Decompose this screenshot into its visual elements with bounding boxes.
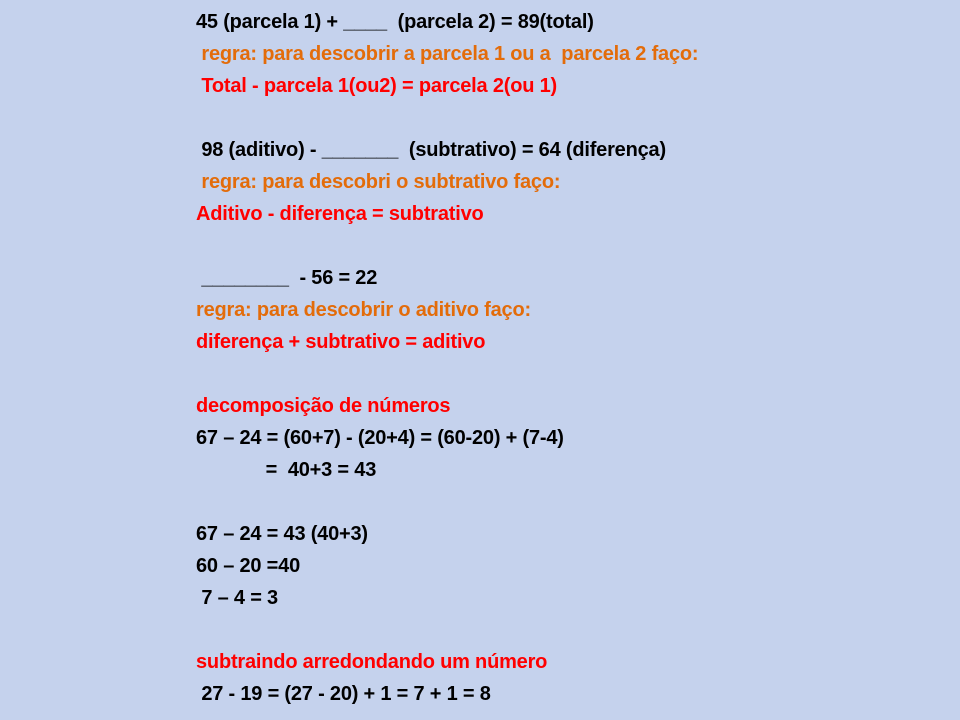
text-line-decomposition-step2: = 40+3 = 43 xyxy=(196,459,377,481)
text-line-minuend-equation: ________ - 56 = 22 xyxy=(196,267,378,289)
text-line-addition-rule: regra: para descobrir a parcela 1 ou a parcela 2 faço: xyxy=(196,43,699,65)
text-line-units: 7 – 4 = 3 xyxy=(196,587,278,609)
text-line-minuend-rule: regra: para descobrir o aditivo faço: xyxy=(196,299,531,321)
text-line-addition-formula: Total - parcela 1(ou2) = parcela 2(ou 1) xyxy=(196,75,557,97)
text-line-decomposition-step1: 67 – 24 = (60+7) - (20+4) = (60-20) + (7-4) xyxy=(196,427,564,449)
text-line-subtraction-equation: 98 (aditivo) - _______ (subtrativo) = 64 (diferença) xyxy=(196,139,666,161)
text-line-minuend-formula: diferença + subtrativo = aditivo xyxy=(196,331,486,353)
text-line-rounding-heading: subtraindo arredondando um número xyxy=(196,651,548,673)
text-line-tens: 60 – 20 =40 xyxy=(196,555,301,577)
text-line-subtrahend-rule: regra: para descobri o subtrativo faço: xyxy=(196,171,561,193)
text-line-addition-equation: 45 (parcela 1) + ____ (parcela 2) = 89(total) xyxy=(196,11,594,33)
text-line-subtrahend-formula: Aditivo - diferença = subtrativo xyxy=(196,203,484,225)
text-line-decomposition-heading: decomposição de números xyxy=(196,395,451,417)
text-line-result: 67 – 24 = 43 (40+3) xyxy=(196,523,368,545)
text-line-rounding-example: 27 - 19 = (27 - 20) + 1 = 7 + 1 = 8 xyxy=(196,683,491,705)
